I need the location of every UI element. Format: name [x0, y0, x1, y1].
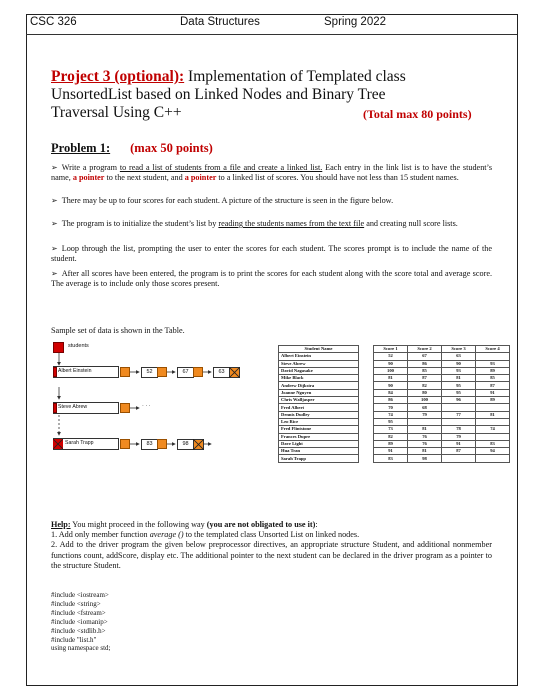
score-cell: 87	[408, 375, 442, 382]
paragraph-2: ➢ There may be up to four scores for each student. A picture of the structure is seen in the figure below.	[51, 196, 394, 205]
score-cell: 83	[374, 455, 408, 462]
paragraph-4: ➢ Loop through the list, prompting the user to enter the scores for each student. The scores prompt is to include the name of the student.	[51, 244, 492, 263]
code-line: #include <stdlib.h>	[51, 626, 106, 635]
student-name-cell: Frances Dupre	[279, 433, 359, 440]
table-row	[279, 455, 510, 462]
student-name-cell: Fred Albert	[279, 404, 359, 411]
table-row	[279, 440, 510, 447]
score-cell: 91	[374, 448, 408, 455]
score-cell: 80	[408, 389, 442, 396]
score-cell: 79	[442, 433, 476, 440]
score-cell	[476, 418, 510, 425]
score-cell: 89	[476, 397, 510, 404]
score-cell: 76	[408, 433, 442, 440]
score-pointer-box	[120, 367, 130, 377]
header-cell: Score 4	[476, 346, 510, 353]
scores-table-body	[279, 346, 510, 463]
score-cell	[442, 455, 476, 462]
score-cell	[408, 418, 442, 425]
code-line: using namespace std;	[51, 644, 111, 653]
student-name-cell: Albert Einstein	[279, 353, 359, 360]
null-x-icon	[229, 367, 240, 378]
table-header-row	[279, 346, 510, 353]
score-cell: 95	[442, 382, 476, 389]
score-cell: 95	[442, 389, 476, 396]
header-rule	[26, 34, 517, 35]
code-line: #include <string>	[51, 599, 101, 608]
arrow-bullet-icon: ➢	[51, 269, 58, 278]
project-label: Project 3 (optional):	[51, 68, 185, 85]
student-name-cell: Mike Black	[279, 375, 359, 382]
score-pointer-box	[120, 439, 130, 449]
score-cell	[442, 404, 476, 411]
arrow-bullet-icon: ➢	[51, 244, 58, 253]
student-name-cell: Fred Flintstone	[279, 426, 359, 433]
score-cell: 85	[408, 367, 442, 374]
score-cell: 70	[374, 404, 408, 411]
total-points: (Total max 80 points)	[363, 107, 472, 121]
student-name-cell: Dennis Dudley	[279, 411, 359, 418]
score-cell	[476, 455, 510, 462]
score-cell: 95	[374, 418, 408, 425]
diagram-ellipsis: · · ·	[142, 403, 151, 409]
score-cell: 100	[408, 397, 442, 404]
score-cell: 89	[476, 367, 510, 374]
score-cell	[476, 353, 510, 360]
arrow-bullet-icon: ➢	[51, 196, 58, 205]
table-row	[279, 426, 510, 433]
student-name-cell: Dave Light	[279, 440, 359, 447]
score-cell: 100	[374, 367, 408, 374]
help-item-2: 2. Add to the driver program the given below preprocessor directives, an appropriate structure Student, and additional nonmember functions count, addScore, display etc. The additional pointer to the next student can be declared in the driver program as a pointer to the structure Student.	[51, 540, 492, 570]
head-pointer-box	[53, 342, 64, 353]
score-cell: 96	[442, 397, 476, 404]
table-row	[279, 382, 510, 389]
header-cell: Score 2	[408, 346, 442, 353]
score-cell: 52	[374, 353, 408, 360]
course-term: Spring 2022	[324, 16, 387, 28]
score-node: 63	[213, 367, 230, 378]
score-cell: 82	[408, 382, 442, 389]
score-cell: 86	[374, 397, 408, 404]
table-row	[279, 389, 510, 396]
header-cell: Score 1	[374, 346, 408, 353]
table-row	[279, 367, 510, 374]
score-node: 67	[177, 367, 194, 378]
score-cell: 74	[374, 411, 408, 418]
score-cell: 79	[408, 411, 442, 418]
score-cell: 87	[442, 448, 476, 455]
head-label: students	[68, 343, 89, 349]
score-cell: 67	[408, 353, 442, 360]
score-cell: 82	[374, 433, 408, 440]
arrow-bullet-icon: ➢	[51, 219, 58, 228]
student-node: Steve Abrew	[53, 402, 119, 414]
score-next-box	[193, 367, 203, 377]
help-section: Help: You might proceed in the following way (you are not obligated to use it): 1. Add only member function average () to the templated class Unsorted List on linked nodes. 2. Add to the driver program the given below preprocessor directives, an appropriate structure Student, and additional nonmember functions count, addScore, display etc. The additional pointer to the next student can be declared in the driver program as a pointer to the structure Student.	[51, 520, 492, 570]
score-cell: 81	[374, 375, 408, 382]
title-line1: Implementation of Templated class	[184, 68, 406, 85]
student-node: Albert Einstein	[53, 366, 119, 378]
score-cell: 90	[374, 382, 408, 389]
score-cell	[476, 404, 510, 411]
score-cell: 63	[442, 353, 476, 360]
score-cell: 68	[408, 404, 442, 411]
scores-table	[278, 345, 510, 463]
score-cell: 74	[476, 426, 510, 433]
help-label: Help:	[51, 520, 71, 529]
score-cell	[476, 433, 510, 440]
student-name-cell: Chris Walljasper	[279, 397, 359, 404]
score-node: 83	[141, 439, 158, 450]
table-row	[279, 375, 510, 382]
score-cell: 83	[476, 440, 510, 447]
student-name-cell: Hua Tran	[279, 448, 359, 455]
score-cell: 73	[374, 426, 408, 433]
sample-caption: Sample set of data is shown in the Table.	[51, 326, 185, 335]
score-next-box	[157, 367, 167, 377]
node-pointer-marker	[53, 403, 57, 413]
student-name-cell: Joanne Nguyen	[279, 389, 359, 396]
code-block	[51, 591, 111, 653]
student-name-cell: Sarah Trapp	[279, 455, 359, 462]
score-cell: 89	[374, 440, 408, 447]
help-item-1: 1. Add only member function average () to the templated class Unsorted List on linked nodes.	[51, 530, 360, 540]
header-cell: Score 3	[442, 346, 476, 353]
code-line: #include <fstream>	[51, 608, 106, 617]
linked-list-diagram	[53, 339, 253, 484]
student-name-cell: Steve Abrew	[279, 360, 359, 367]
score-cell: 94	[476, 448, 510, 455]
score-cell: 98	[408, 455, 442, 462]
score-cell	[442, 418, 476, 425]
arrow-bullet-icon: ➢	[51, 163, 58, 172]
table-row	[279, 448, 510, 455]
score-cell: 81	[408, 448, 442, 455]
title-line3: Traversal Using C++	[51, 104, 182, 121]
table-row	[279, 397, 510, 404]
link-text: to read a list of students from a file and create a linked list.	[119, 163, 323, 172]
score-cell: 77	[442, 411, 476, 418]
problem-max: (max 50 points)	[130, 141, 213, 155]
table-row	[279, 404, 510, 411]
score-cell: 78	[442, 426, 476, 433]
problem-heading	[51, 141, 213, 156]
score-cell: 93	[476, 360, 510, 367]
course-code: CSC 326	[30, 16, 77, 28]
score-cell: 84	[374, 389, 408, 396]
paragraph-3: ➢ The program is to initialize the student’s list by reading the students names from the text file and creating null score lists.	[51, 219, 458, 228]
null-x-icon	[53, 439, 63, 449]
paragraph-1: ➢ Write a program to read a list of students from a file and create a linked list. Each entry in the link list is to have the student’s name, a pointer to the next student, and a pointer to a linked list of scores. You should have not less than 15 student names.	[51, 163, 493, 182]
student-name-cell: David Nagasake	[279, 367, 359, 374]
score-cell: 76	[408, 440, 442, 447]
student-name-cell: Leo Rice	[279, 418, 359, 425]
score-cell: 86	[408, 360, 442, 367]
student-name-cell: Andrew Dijkstra	[279, 382, 359, 389]
score-cell: 81	[408, 426, 442, 433]
score-pointer-box	[120, 403, 130, 413]
score-node: 52	[141, 367, 158, 378]
score-cell: 93	[442, 367, 476, 374]
code-line: #include <iomanip>	[51, 617, 108, 626]
header-cell: Student Name	[279, 346, 359, 353]
link-text: reading the students names from the text file	[218, 219, 365, 228]
table-row	[279, 418, 510, 425]
page-header	[26, 14, 517, 34]
score-node: 98	[177, 439, 194, 450]
table-row	[279, 433, 510, 440]
score-cell: 81	[476, 411, 510, 418]
code-line: #include "list.h"	[51, 635, 97, 644]
score-cell: 81	[442, 375, 476, 382]
student-node: Sarah Trapp	[53, 438, 119, 450]
node-pointer-marker	[53, 367, 57, 377]
table-row	[279, 411, 510, 418]
title-line2: UnsortedList based on Linked Nodes and Binary Tree	[51, 86, 386, 103]
score-cell: 85	[476, 375, 510, 382]
score-cell: 91	[476, 389, 510, 396]
course-subject: Data Structures	[180, 16, 260, 28]
paragraph-5: ➢ After all scores have been entered, the program is to print the scores for each student along with the score total and average score. The average is to include only those scores present.	[51, 269, 492, 288]
problem-label: Problem 1:	[51, 141, 111, 155]
code-line: #include <iostream>	[51, 591, 109, 599]
score-cell: 87	[476, 382, 510, 389]
score-next-box	[157, 439, 167, 449]
score-cell: 90	[442, 360, 476, 367]
score-cell: 91	[442, 440, 476, 447]
table-row	[279, 353, 510, 360]
table-row	[279, 360, 510, 367]
null-x-icon	[193, 439, 204, 450]
score-cell: 90	[374, 360, 408, 367]
project-title	[51, 68, 491, 122]
